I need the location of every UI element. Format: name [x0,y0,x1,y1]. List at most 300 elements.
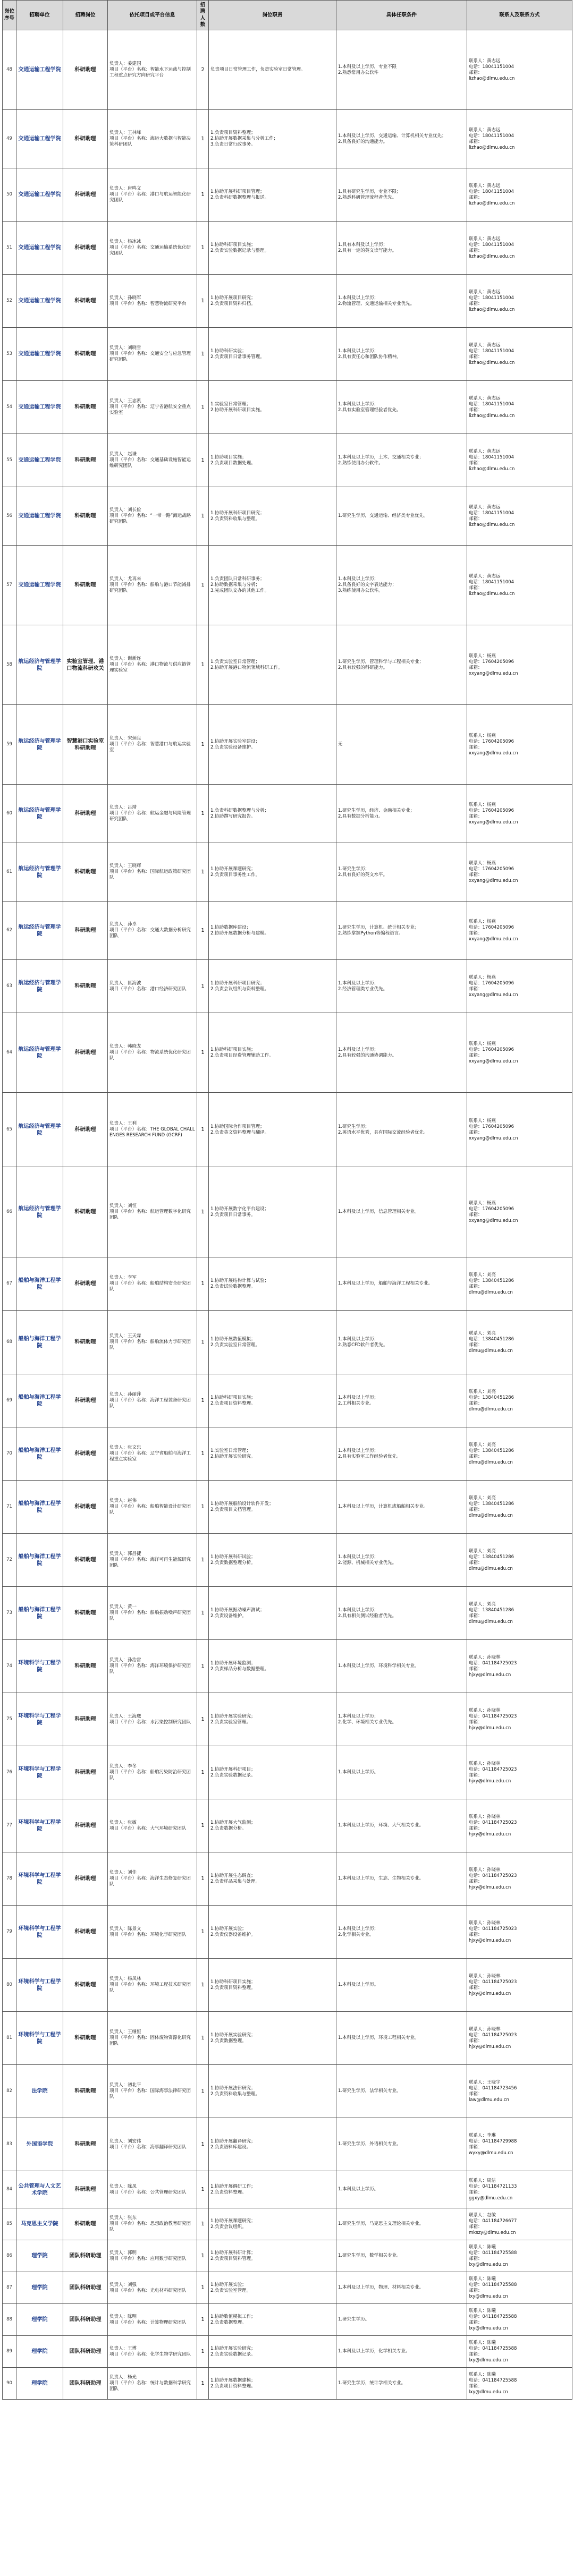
job-duties: 1.协助科研项目实施； 2.负责实验数据记录与整理。 [209,222,336,275]
position-name: 科研助理 [63,275,108,328]
recruiting-unit: 交通运输工程学院 [16,381,63,434]
table-row [3,2012,572,2065]
row-number: 54 [3,381,16,434]
row-number: 69 [3,1374,16,1427]
job-requirements: 1.研究生学历，马克思主义理论相关专业。 [336,2208,467,2240]
headcount: 1 [197,222,209,275]
job-requirements: 1.研究生学历，交通运输、经济类专业优先。 [336,487,467,546]
contact-info: 联系人：杨燕 电话：17604205096 邮箱： xxyang@dlmu.edu.cn [467,625,572,705]
row-number: 57 [3,546,16,625]
headcount: 2 [197,30,209,110]
headcount: 1 [197,1427,209,1481]
row-number: 76 [3,1746,16,1799]
job-requirements: 1.本科及以上学历； 2.能源、机械相关专业优先。 [336,1534,467,1587]
headcount: 1 [197,2272,209,2304]
row-number: 66 [3,1167,16,1257]
headcount: 1 [197,1257,209,1311]
table-row [3,1311,572,1374]
row-number: 80 [3,1959,16,2012]
recruiting-unit: 航运经济与管理学院 [16,625,63,705]
contact-info: 联系人：陈曦 电话：041184725588 邮箱： lxy@dlmu.edu.cn [467,2336,572,2368]
project-info: 负责人：吕靖 项目（平台）名称：航运金融与风险管理研究团队 [108,785,197,843]
recruiting-unit: 航运经济与管理学院 [16,1167,63,1257]
contact-info: 联系人：刘亮 电话：13840451286 邮箱： dlmu@dlmu.edu.cn [467,1427,572,1481]
headcount: 1 [197,275,209,328]
job-duties: 1.负责团队日常科研事务； 2.协助数据采集与分析； 3.完成团队交办的其他工作。 [209,546,336,625]
recruiting-unit: 交通运输工程学院 [16,434,63,487]
position-name: 科研助理 [63,434,108,487]
contact-info: 联系人：黄志远 电话：18041151004 邮箱： lizhao@dlmu.edu.cn [467,434,572,487]
recruiting-unit: 环境科学与工程学院 [16,1906,63,1959]
table-row [3,1640,572,1693]
table-row [3,1167,572,1257]
headcount: 1 [197,2065,209,2118]
job-duties: 1.协助开展科研项目； 2.负责实验数据记录。 [209,1746,336,1799]
headcount: 1 [197,1167,209,1257]
row-number: 82 [3,2065,16,2118]
recruitment-table [2,0,572,2400]
headcount: 1 [197,328,209,381]
headcount: 1 [197,1534,209,1587]
position-name: 科研助理 [63,1167,108,1257]
recruiting-unit: 交通运输工程学院 [16,168,63,222]
recruiting-unit: 航运经济与管理学院 [16,1013,63,1093]
project-info: 负责人：赵谦 项目（平台）名称：交通基础设施智能运维研究团队 [108,434,197,487]
project-info: 负责人：王天霖 项目（平台）名称：船舶流体力学研究团队 [108,1311,197,1374]
recruiting-unit: 外国语学院 [16,2118,63,2171]
job-requirements: 1.本科及以上学历； 2.具有相关测试经验者优先。 [336,1587,467,1640]
project-info: 负责人：王海鹰 项目（平台）名称：水污染控制研究团队 [108,1693,197,1746]
headcount: 1 [197,843,209,902]
position-name: 团队科研助理 [63,2368,108,2400]
contact-info: 联系人：王晓宇 电话：041184723456 邮箱： law@dlmu.edu.cn [467,2065,572,2118]
job-requirements: 1.本科及以上学历； 2.物流管理、交通运输相关专业优先。 [336,275,467,328]
recruiting-unit: 船舶与海洋工程学院 [16,1587,63,1640]
table-row [3,1799,572,1852]
position-name: 科研助理 [63,1257,108,1311]
table-row [3,1093,572,1167]
table-row [3,1013,572,1093]
row-number: 88 [3,2304,16,2336]
position-name: 实验室管理、港口物流科研攻关 [63,625,108,705]
header-post: 招聘岗位 [63,1,108,30]
job-requirements: 1.研究生学历。 [336,2304,467,2336]
headcount: 1 [197,1852,209,1906]
table-row [3,1374,572,1427]
table-row [3,275,572,328]
job-requirements: 1.研究生学历，管理科学与工程相关专业； 2.具有较强的科研能力。 [336,625,467,705]
job-requirements: 1.本科及以上学历； 2.具有实验室管理经验者优先。 [336,381,467,434]
recruiting-unit: 交通运输工程学院 [16,110,63,168]
project-info: 负责人：刘强 项目（平台）名称：光电材料研究团队 [108,2272,197,2304]
job-duties: 1.协助开展数值模拟； 2.负责实验室日常管理。 [209,1311,336,1374]
headcount: 1 [197,1746,209,1799]
project-info: 负责人：刘恒 项目（平台）名称：航运管理数字化研究团队 [108,1167,197,1257]
recruiting-unit: 环境科学与工程学院 [16,1640,63,1693]
position-name: 科研助理 [63,1374,108,1427]
project-info: 负责人：韩晓龙 项目（平台）名称：物流系统优化研究团队 [108,1013,197,1093]
job-requirements: 1.本科及以上学历，计算机或船舶相关专业。 [336,1481,467,1534]
contact-info: 联系人：陈曦 电话：041184725588 邮箱： lxy@dlmu.edu.cn [467,2240,572,2272]
position-name: 科研助理 [63,1013,108,1093]
job-duties: 1.协助国际合作项目管理； 2.负责英文资料整理与翻译。 [209,1093,336,1167]
position-name: 科研助理 [63,1906,108,1959]
position-name: 科研助理 [63,843,108,902]
table-row [3,1481,572,1534]
project-info: 负责人：刘佳 项目（平台）名称：海洋生态修复研究团队 [108,1852,197,1906]
job-requirements: 1.本科及以上学历； 2.具有责任心和团队协作精神。 [336,328,467,381]
row-number: 53 [3,328,16,381]
table-row [3,1257,572,1311]
job-requirements: 1.本科及以上学历； 2.经济管理类专业优先。 [336,960,467,1013]
table-row [3,2118,572,2171]
job-duties: 1.负责实验室日常管理； 2.协助开展港口物流领域科研工作。 [209,625,336,705]
recruiting-unit: 理学院 [16,2272,63,2304]
position-name: 科研助理 [63,2171,108,2208]
project-info: 负责人：李冬 项目（平台）名称：船舶污染防治研究团队 [108,1746,197,1799]
table-row [3,1587,572,1640]
position-name: 科研助理 [63,1693,108,1746]
headcount: 1 [197,960,209,1013]
job-duties: 1.协助开展船舶设计软件开发； 2.负责项目文档管理。 [209,1481,336,1534]
position-name: 科研助理 [63,168,108,222]
job-duties: 1.协助开展课题研究； 2.负责项目事务性工作。 [209,843,336,902]
project-info: 负责人：王晓辉 项目（平台）名称：国际航运政策研究团队 [108,843,197,902]
row-number: 68 [3,1311,16,1374]
recruiting-unit: 交通运输工程学院 [16,546,63,625]
recruiting-unit: 船舶与海洋工程学院 [16,1481,63,1534]
position-name: 科研助理 [63,222,108,275]
headcount: 1 [197,785,209,843]
job-duties: 1.协助开展大气监测； 2.负责数据分析。 [209,1799,336,1852]
contact-info: 联系人：陈曦 电话：041184725588 邮箱： lxy@dlmu.edu.cn [467,2304,572,2336]
header-num: 招聘人数 [197,1,209,30]
table-row [3,2240,572,2272]
job-requirements: 无 [336,705,467,785]
table-row [3,625,572,705]
project-info: 负责人：初北平 项目（平台）名称：国际海事法律研究团队 [108,2065,197,2118]
job-duties: 1.协助科研项目实施； 2.负责项目资料整理。 [209,1374,336,1427]
position-name: 科研助理 [63,1427,108,1481]
header-no: 岗位序号 [3,1,16,30]
job-duties: 1.协助开展结构计算与试验； 2.负责试验数据整理。 [209,1257,336,1311]
table-row [3,2208,572,2240]
row-number: 75 [3,1693,16,1746]
job-duties: 1.实验室日常管理； 2.协助开展科研项目实施。 [209,381,336,434]
headcount: 1 [197,902,209,960]
headcount: 1 [197,110,209,168]
contact-info: 联系人：刘亮 电话：13840451286 邮箱： dlmu@dlmu.edu.cn [467,1534,572,1587]
job-requirements: 1.本科及以上学历，环境工程相关专业。 [336,2012,467,2065]
job-requirements: 1.本科及以上学历； 2.具备良好的文字表达能力； 3.熟练使用办公软件。 [336,546,467,625]
row-number: 49 [3,110,16,168]
job-requirements: 1.本科及以上学历，信息管理相关专业。 [336,1167,467,1257]
recruiting-unit: 航运经济与管理学院 [16,785,63,843]
row-number: 78 [3,1852,16,1906]
position-name: 科研助理 [63,1959,108,2012]
table-row [3,1534,572,1587]
headcount: 1 [197,2368,209,2400]
job-duties: 1.协助科研实验； 2.负责项目日常事务管理。 [209,328,336,381]
position-name: 科研助理 [63,902,108,960]
contact-info: 联系人：黄志远 电话：18041151004 邮箱： lizhao@dlmu.edu.cn [467,328,572,381]
contact-info: 联系人：李琳 电话：041184729988 邮箱： wyxy@dlmu.edu.cn [467,2118,572,2171]
project-info: 负责人：杨凤林 项目（平台）名称：环境工程技术研究团队 [108,1959,197,2012]
job-requirements: 1.本科及以上学历； 2.工科相关专业。 [336,1374,467,1427]
headcount: 1 [197,2012,209,2065]
headcount: 1 [197,1587,209,1640]
table-row [3,381,572,434]
position-name: 科研助理 [63,1640,108,1693]
headcount: 1 [197,434,209,487]
row-number: 74 [3,1640,16,1693]
project-info: 负责人：陈凤 项目（平台）名称：公共管理研究团队 [108,2171,197,2208]
job-duties: 1.协助开展科研计算； 2.负责项目资料管理。 [209,2240,336,2272]
header-req: 具体任职条件 [336,1,467,30]
position-name: 科研助理 [63,2065,108,2118]
project-info: 负责人：孙卓 项目（平台）名称：交通大数据分析研究团队 [108,902,197,960]
job-requirements: 1.本科及以上学历； 2.化学相关专业。 [336,1906,467,1959]
headcount: 1 [197,1799,209,1852]
headcount: 1 [197,2118,209,2171]
header-duty: 岗位职责 [209,1,336,30]
recruiting-unit: 环境科学与工程学院 [16,1799,63,1852]
job-duties: 1.协助数据库建设； 2.协助开展数据分析与建模。 [209,902,336,960]
row-number: 67 [3,1257,16,1311]
recruiting-unit: 船舶与海洋工程学院 [16,1427,63,1481]
project-info: 负责人：杨光 项目（平台）名称：统计与数据科学研究团队 [108,2368,197,2400]
row-number: 56 [3,487,16,546]
project-info: 负责人：刘宏伟 项目（平台）名称：海事翻译研究团队 [108,2118,197,2171]
job-requirements: 1.研究生学历，统计学相关专业。 [336,2368,467,2400]
row-number: 83 [3,2118,16,2171]
job-duties: 1.协助开展实验室建设； 2.负责实验设备维护。 [209,705,336,785]
headcount: 1 [197,1693,209,1746]
contact-info: 联系人：杨燕 电话：17604205096 邮箱： xxyang@dlmu.edu.cn [467,960,572,1013]
job-requirements: 1.本科及以上学历，土木、交通相关专业； 2.熟练使用办公软件。 [336,434,467,487]
position-name: 团队科研助理 [63,2304,108,2336]
contact-info: 联系人：黄志远 电话：18041151004 邮箱： lizhao@dlmu.edu.cn [467,110,572,168]
project-info: 负责人：张文忠 项目（平台）名称：辽宁省船舶与海洋工程重点实验室 [108,1427,197,1481]
job-duties: 1.协助开展调研工作； 2.负责资料整理。 [209,2171,336,2208]
table-row [3,2065,572,2118]
row-number: 55 [3,434,16,487]
project-info: 负责人：郭明 项目（平台）名称：应用数学研究团队 [108,2240,197,2272]
recruiting-unit: 船舶与海洋工程学院 [16,1311,63,1374]
job-requirements: 1.研究生学历，法学相关专业。 [336,2065,467,2118]
row-number: 87 [3,2272,16,2304]
recruiting-unit: 交通运输工程学院 [16,328,63,381]
row-number: 65 [3,1093,16,1167]
table-row [3,487,572,546]
recruiting-unit: 船舶与海洋工程学院 [16,1374,63,1427]
headcount: 1 [197,1311,209,1374]
job-requirements: 1.研究生学历； 2.英语水平优秀，具有国际交流经验者优先。 [336,1093,467,1167]
position-name: 科研助理 [63,328,108,381]
job-duties: 1.协助开展法律研究； 2.负责资料收集与整理。 [209,2065,336,2118]
project-info: 负责人：李军 项目（平台）名称：船舶结构安全研究团队 [108,1257,197,1311]
job-duties: 1.协助开展振动噪声测试； 2.负责设备维护。 [209,1587,336,1640]
table-row [3,546,572,625]
position-name: 科研助理 [63,1746,108,1799]
table-row [3,902,572,960]
table-row [3,2272,572,2304]
position-name: 团队科研助理 [63,2272,108,2304]
contact-info: 联系人：刘亮 电话：13840451286 邮箱： dlmu@dlmu.edu.cn [467,1257,572,1311]
project-info: 负责人：黄一 项目（平台）名称：船舶振动噪声研究团队 [108,1587,197,1640]
recruiting-unit: 理学院 [16,2240,63,2272]
table-row [3,328,572,381]
row-number: 71 [3,1481,16,1534]
row-number: 89 [3,2336,16,2368]
row-number: 90 [3,2368,16,2400]
position-name: 科研助理 [63,381,108,434]
job-requirements: 1.研究生学历，计算机、统计相关专业； 2.熟练掌握Python等编程语言。 [336,902,467,960]
recruiting-unit: 船舶与海洋工程学院 [16,1534,63,1587]
job-requirements: 1.本科及以上学历。 [336,1959,467,2012]
recruiting-unit: 理学院 [16,2304,63,2336]
row-number: 52 [3,275,16,328]
recruiting-unit: 公共管理与人文艺术学院 [16,2171,63,2208]
contact-info: 联系人：孙晓林 电话：041184725023 邮箱： hjxy@dlmu.edu.cn [467,1640,572,1693]
recruiting-unit: 交通运输工程学院 [16,222,63,275]
job-duties: 1.协助开展实验； 2.负责实验室管理。 [209,2272,336,2304]
position-name: 科研助理 [63,1587,108,1640]
row-number: 62 [3,902,16,960]
job-duties: 1.协助数值模拟工作； 2.负责数据整理。 [209,2304,336,2336]
job-requirements: 1.本科及以上学历； 2.化学、环境相关专业优先。 [336,1693,467,1746]
job-requirements: 1.本科及以上学历； 2.具有实验室工作经验者优先。 [336,1427,467,1481]
row-number: 79 [3,1906,16,1959]
table-row [3,2368,572,2400]
table-row [3,2171,572,2208]
table-row [3,434,572,487]
table-row [3,843,572,902]
contact-info: 联系人：黄志远 电话：18041151004 邮箱： lizhao@dlmu.edu.cn [467,487,572,546]
project-info: 负责人：王忠凯 项目（平台）名称：辽宁省港航安全重点实验室 [108,381,197,434]
recruiting-unit: 理学院 [16,2368,63,2400]
table-row [3,960,572,1013]
headcount: 1 [197,2208,209,2240]
contact-info: 联系人：孙晓林 电话：041184725023 邮箱： hjxy@dlmu.edu.cn [467,1852,572,1906]
table-row [3,785,572,843]
position-name: 科研助理 [63,2118,108,2171]
contact-info: 联系人：黄志远 电话：18041151004 邮箱： lizhao@dlmu.edu.cn [467,546,572,625]
job-duties: 1.协助开展实验研究； 2.负责实验数据记录。 [209,2336,336,2368]
row-number: 86 [3,2240,16,2272]
job-requirements: 1.研究生学历，数学相关专业。 [336,2240,467,2272]
job-requirements: 1.本科及以上学历，环境科学相关专业。 [336,1640,467,1693]
project-info: 负责人：孙晓军 项目（平台）名称：智慧物流研究平台 [108,275,197,328]
project-info: 负责人：赵伟 项目（平台）名称：船舶智能设计研究团队 [108,1481,197,1534]
position-name: 科研助理 [63,1481,108,1534]
position-name: 科研助理 [63,1852,108,1906]
position-name: 科研助理 [63,1093,108,1167]
table-body [3,30,572,2400]
job-requirements: 1.具有本科及以上学历； 2.具有一定的英文读写能力。 [336,222,467,275]
contact-info: 联系人：黄志远 电话：18041151004 邮箱： lizhao@dlmu.edu.cn [467,168,572,222]
contact-info: 联系人：刘亮 电话：13840451286 邮箱： dlmu@dlmu.edu.cn [467,1311,572,1374]
contact-info: 联系人：孙晓林 电话：041184725023 邮箱： hjxy@dlmu.edu.cn [467,1906,572,1959]
project-info: 负责人：刘晓雪 项目（平台）名称：交通安全与应急管理研究团队 [108,328,197,381]
contact-info: 联系人：杨燕 电话：17604205096 邮箱： xxyang@dlmu.edu.cn [467,1093,572,1167]
table-header [3,1,572,30]
project-info: 负责人：孙治雷 项目（平台）名称：海洋环境保护研究团队 [108,1640,197,1693]
recruiting-unit: 环境科学与工程学院 [16,1852,63,1906]
job-requirements: 1.本科及以上学历； 2.具有较强的沟通协调能力。 [336,1013,467,1093]
recruiting-unit: 理学院 [16,2336,63,2368]
position-name: 科研助理 [63,487,108,546]
headcount: 1 [197,2336,209,2368]
job-duties: 1.协助开展数据建模； 2.负责项目资料整理。 [209,2368,336,2400]
row-number: 72 [3,1534,16,1587]
job-duties: 1.协助开展实验； 2.负责仪器设备维护。 [209,1906,336,1959]
recruiting-unit: 交通运输工程学院 [16,30,63,110]
project-info: 负责人：陈明 项目（平台）名称：计算物理研究团队 [108,2304,197,2336]
contact-info: 联系人：黄志远 电话：18041151004 邮箱： lizhao@dlmu.edu.cn [467,30,572,110]
job-duties: 1.协助开展项目研究； 2.负责项目资料归档。 [209,275,336,328]
job-duties: 1.实验室日常管理； 2.协助开展实验研究。 [209,1427,336,1481]
project-info: 负责人：姜建国 项目（平台）名称：智能水下运载与控制工程重点研究方向研究平台 [108,30,197,110]
position-name: 科研助理 [63,546,108,625]
job-duties: 1.协助开展翻译研究； 2.负责语料库建设。 [209,2118,336,2171]
recruiting-unit: 航运经济与管理学院 [16,843,63,902]
recruiting-unit: 航运经济与管理学院 [16,902,63,960]
contact-info: 联系人：黄志远 电话：18041151004 邮箱： lizhao@dlmu.edu.cn [467,381,572,434]
table-row [3,222,572,275]
row-number: 84 [3,2171,16,2208]
job-duties: 1.协助开展环境监测； 2.负责样品分析与数据整理。 [209,1640,336,1693]
headcount: 1 [197,1959,209,2012]
job-requirements: 1.本科及以上学历。 [336,1746,467,1799]
position-name: 智慧港口实验室科研助理 [63,705,108,785]
project-info: 负责人：王博 项目（平台）名称：化学生物学研究团队 [108,2336,197,2368]
headcount: 1 [197,1093,209,1167]
headcount: 1 [197,1640,209,1693]
job-requirements: 1.本科及以上学历，船舶与海洋工程相关专业。 [336,1257,467,1311]
contact-info: 联系人：刘亮 电话：13840451286 邮箱： dlmu@dlmu.edu.cn [467,1587,572,1640]
position-name: 科研助理 [63,2208,108,2240]
row-number: 70 [3,1427,16,1481]
row-number: 61 [3,843,16,902]
job-requirements: 1.研究生学历，外语相关专业。 [336,2118,467,2171]
job-duties: 1.协助开展课题研究； 2.负责会议组织。 [209,2208,336,2240]
headcount: 1 [197,2304,209,2336]
job-requirements: 1.本科及以上学历； 2.熟悉CFD软件者优先。 [336,1311,467,1374]
table-row [3,2304,572,2336]
job-requirements: 1.本科及以上学历，物理、材料相关专业。 [336,2272,467,2304]
project-info: 负责人：唐鸣文 项目（平台）名称：港口与航运智能化研究团队 [108,168,197,222]
job-duties: 1.协助开展实验研究； 2.负责实验室管理。 [209,1693,336,1746]
recruiting-unit: 交通运输工程学院 [16,275,63,328]
job-duties: 1.协助开展实验研究； 2.负责数据整理。 [209,2012,336,2065]
job-duties: 负责项目日常管理工作，负责实验室日常管理。 [209,30,336,110]
project-info: 负责人：谢新连 项目（平台）名称：港口物流与供应链管理实验室 [108,625,197,705]
table-row [3,1852,572,1906]
job-duties: 1.负责科研数据整理与分析； 2.协助撰写研究报告。 [209,785,336,843]
table-row [3,30,572,110]
recruiting-unit: 航运经济与管理学院 [16,960,63,1013]
position-name: 科研助理 [63,785,108,843]
header-team: 依托项目或平台信息 [108,1,197,30]
contact-info: 联系人：杨燕 电话：17604205096 邮箱： xxyang@dlmu.edu.cn [467,1013,572,1093]
contact-info: 联系人：孙晓林 电话：041184725023 邮箱： hjxy@dlmu.edu.cn [467,1959,572,2012]
table-row [3,1746,572,1799]
job-requirements: 1.本科及以上学历，交通运输、计算机相关专业优先； 2.具备良好的沟通能力。 [336,110,467,168]
job-duties: 1.协助开展科研试验； 2.负责数据整理分析。 [209,1534,336,1587]
contact-info: 联系人：孙晓林 电话：041184725023 邮箱： hjxy@dlmu.edu.cn [467,1746,572,1799]
position-name: 团队科研助理 [63,2336,108,2368]
